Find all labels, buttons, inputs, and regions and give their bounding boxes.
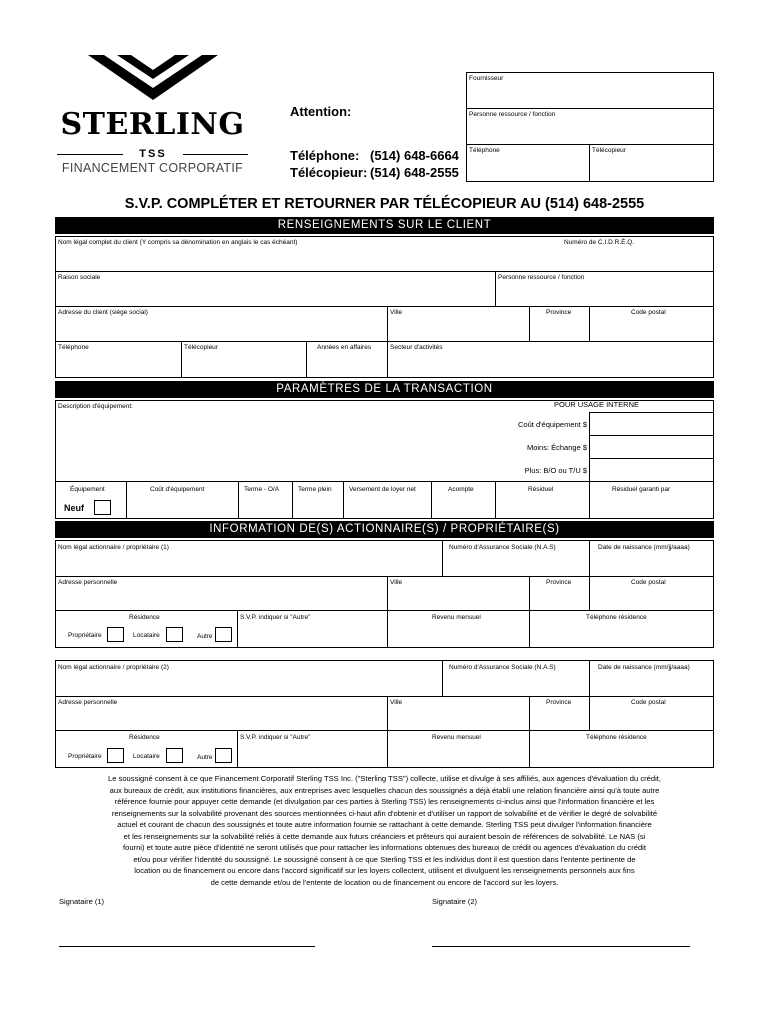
owner2-dob-field[interactable] [589, 660, 714, 697]
equipment-cost-col[interactable] [126, 481, 239, 519]
owner2-city-label: Ville [390, 699, 403, 706]
owner1-residence-label: Résidence [129, 614, 160, 621]
owner2-home-phone-label: Téléphone résidence [586, 734, 647, 741]
business-name-field[interactable] [55, 271, 496, 307]
owner1-owner-checkbox[interactable] [107, 627, 124, 642]
client-address-field[interactable] [55, 306, 388, 342]
owner2-owner-label: Propriétaire [68, 753, 102, 760]
client-city-label: Ville [390, 309, 403, 316]
owner2-name-field[interactable] [55, 660, 443, 697]
owner1-specify-field[interactable] [237, 610, 388, 648]
phone-value: (514) 648-6664 [370, 148, 459, 163]
owner1-specify-label: S.V.P. indiquer si "Autre" [240, 614, 311, 621]
consent-line: aux bureaux de crédit, aux institutions financières, aux entreprises avec lesquelles chacun des soussignés a déjà établi une relation financière ainsi qu'à toute autre [109, 785, 660, 795]
owner2-sin-label: Numéro d'Assurance Sociale (N.A.S) [449, 664, 556, 671]
client-province-field[interactable] [529, 306, 590, 342]
client-sector-label: Secteur d'activités [390, 344, 443, 351]
owner2-province-field[interactable] [529, 696, 590, 731]
owner2-city-field[interactable] [387, 696, 530, 731]
attention-label: Attention: [290, 104, 352, 119]
plus-field[interactable] [589, 458, 714, 482]
client-province-label: Province [546, 309, 572, 316]
owner1-postal-label: Code postal [631, 579, 666, 586]
consent-line: actuel et courant de chacun des soussignés et toute autre information fournie se rattachant à cette demande. Sterling TSS peut divulger l'information financière [117, 820, 652, 829]
equipment-col-label: Équipement [70, 486, 105, 493]
consent-line: fourni) et toute autre pièce d'identité ne seront utilisés que pour rattacher les informations obtenues des bureaux de crédit ou agences d'évaluation du crédit [123, 843, 646, 852]
owner1-sin-label: Numéro d'Assurance Sociale (N.A.S) [449, 544, 556, 551]
owner2-other-label: Autre [197, 754, 213, 761]
client-resource-label: Personne ressource / fonction [498, 274, 585, 281]
client-legal-name-field[interactable] [55, 236, 714, 272]
consent-line: et/ou pour vérifier l'identité du soussigné. Le soussigné consent à ce que Sterling TSS et les individus dont il est question dans l'entente pertinente de [133, 854, 636, 864]
consent-line: renseignements sur la solvabilité provenant des sources mentionnées ci-haut afin d'obtenir et d'utiliser un rapport de solvabilité et de vérifier le degré de solvabilité [111, 808, 658, 818]
owner2-specify-field[interactable] [237, 730, 388, 768]
full-term-col-label: Terme plein [298, 486, 332, 493]
owner1-name-field[interactable] [55, 540, 443, 577]
less-label: Moins: Échange $ [526, 443, 587, 452]
supplier-field[interactable] [466, 72, 714, 109]
owner2-postal-label: Code postal [631, 699, 666, 706]
owner2-owner-checkbox[interactable] [107, 748, 124, 763]
owner1-address-field[interactable] [55, 576, 388, 611]
signatory1-line[interactable] [59, 946, 315, 947]
owner1-other-label: Autre [197, 633, 213, 640]
guaranteed-residual-col[interactable] [589, 481, 714, 519]
cost-label: Coût d'équipement $ [518, 420, 587, 429]
consent-line: et les renseignements sur la solvabilité reliés à cette demande aux futurs créanciers et prêteurs qui auraient besoin de références de solvabilité. Le NAS (si [123, 831, 646, 841]
owner1-postal-field[interactable] [589, 576, 714, 611]
supplier-fax-field[interactable] [589, 144, 714, 182]
deposit-col-label: Acompte [448, 486, 474, 493]
guaranteed-residual-col-label: Résiduel garanti par [612, 486, 671, 493]
owner1-owner-label: Propriétaire [68, 632, 102, 639]
owner2-residence-field [55, 730, 238, 768]
residual-col-label: Résiduel [528, 486, 554, 493]
owner1-income-label: Revenu mensuel [432, 614, 481, 621]
owner2-income-field[interactable] [387, 730, 530, 768]
client-years-field[interactable] [306, 341, 388, 378]
owner1-dob-label: Date de naissance (mm/jj/aaaa) [598, 544, 690, 551]
cidreq-label: Numéro de C.I.D.R.É.Q. [564, 239, 635, 246]
transaction-section-heading: PARAMÈTRES DE LA TRANSACTION [55, 381, 714, 398]
owner2-dob-label: Date de naissance (mm/jj/aaaa) [598, 664, 690, 671]
signatory2-label: Signataire (2) [432, 897, 478, 906]
chevron-logo-icon [55, 52, 250, 102]
logo-sub: TSS [139, 148, 167, 160]
client-years-label: Années en affaires [317, 344, 372, 351]
owner1-tenant-label: Locataire [133, 632, 160, 639]
client-resource-field[interactable] [495, 271, 714, 307]
signatory2-line[interactable] [432, 946, 690, 947]
owner1-other-checkbox[interactable] [215, 627, 232, 642]
client-sector-field[interactable] [387, 341, 714, 378]
client-fax-field[interactable] [181, 341, 307, 378]
client-fax-label: Télécopieur [184, 344, 218, 351]
company-logo [55, 52, 250, 174]
owner2-specify-label: S.V.P. indiquer si "Autre" [240, 734, 311, 741]
equipment-description-label: Description d'équipement: [58, 403, 133, 410]
owner2-name-label: Nom légal actionnaire / propriétaire (2) [58, 664, 169, 671]
owner2-province-label: Province [546, 699, 572, 706]
main-title: S.V.P. COMPLÉTER ET RETOURNER PAR TÉLÉCOPIEUR AU (514) 648-2555 [124, 196, 645, 212]
owner1-address-label: Adresse personnelle [58, 579, 118, 586]
less-field[interactable] [589, 435, 714, 459]
owner1-residence-field [55, 610, 238, 648]
resource-label: Personne ressource / fonction [469, 111, 556, 118]
plus-label: Plus: B/O ou T/U $ [524, 466, 587, 475]
new-checkbox[interactable] [94, 500, 111, 515]
owner1-city-field[interactable] [387, 576, 530, 611]
owner1-dob-field[interactable] [589, 540, 714, 577]
signatory1-label: Signataire (1) [59, 897, 105, 906]
consent-line: Le soussigné consent à ce que Financement Corporatif Sterling TSS Inc. ("Sterling TSS") collecte, utilise et divulge à ses affiliés, aux agences d'évaluation du crédit, [107, 774, 662, 783]
term-oa-col[interactable] [238, 481, 293, 519]
logo-rule-left [57, 154, 123, 155]
owner1-income-field[interactable] [387, 610, 530, 648]
owner2-address-label: Adresse personnelle [58, 699, 118, 706]
equipment-col[interactable] [55, 481, 127, 519]
owner1-sin-field[interactable] [442, 540, 590, 577]
owner2-other-checkbox[interactable] [215, 748, 232, 763]
client-postal-label: Code postal [631, 309, 666, 316]
client-section-heading: RENSEIGNEMENTS SUR LE CLIENT [55, 217, 714, 234]
fax-label: Télécopieur: [290, 165, 368, 180]
logo-brand: STERLING [60, 107, 245, 142]
client-phone-field[interactable] [55, 341, 182, 378]
owner2-postal-field[interactable] [589, 696, 714, 731]
client-phone-label: Téléphone [58, 344, 89, 351]
logo-rule-right [183, 154, 248, 155]
owners-section-heading: INFORMATION DE(S) ACTIONNAIRE(S) / PROPRIÉTAIRE(S) [55, 521, 714, 538]
net-payment-col-label: Versement de loyer net [349, 486, 416, 493]
internal-use-box [494, 400, 713, 409]
consent-line: location ou de financement ou encore dans l'accord significatif sur les loyers collectent, utilisent et divulguent les renseignements personnels aux fins [134, 866, 635, 875]
resource-field[interactable] [466, 108, 714, 145]
owner2-tenant-label: Locataire [133, 753, 160, 760]
cost-field[interactable] [589, 412, 714, 436]
client-city-field[interactable] [387, 306, 530, 342]
phone-label: Téléphone: [290, 148, 360, 163]
owner1-tenant-checkbox[interactable] [166, 627, 183, 642]
term-oa-col-label: Terme - O/A [244, 486, 280, 493]
owner1-home-phone-field[interactable] [529, 610, 714, 648]
equipment-cost-col-label: Coût d'équipement [150, 486, 205, 493]
owner2-residence-label: Résidence [129, 734, 160, 741]
new-label: Neuf [64, 503, 84, 513]
consent-line: de cette demande et/ou de l'entente de location ou de financement ou encore de l'accord sur les loyers. [210, 877, 559, 887]
full-term-col[interactable] [292, 481, 344, 519]
owner1-city-label: Ville [390, 579, 403, 586]
owner1-home-phone-label: Téléphone résidence [586, 614, 647, 621]
owner2-income-label: Revenu mensuel [432, 734, 481, 741]
owner1-name-label: Nom légal actionnaire / propriétaire (1) [58, 544, 169, 551]
business-name-label: Raison sociale [58, 274, 101, 281]
net-payment-col[interactable] [343, 481, 432, 519]
supplier-label: Fournisseur [469, 75, 504, 82]
consent-line: référence fournie pour appuyer cette demande (et divulgation par ces parties à Sterling TSS) les renseignements ci-inclus ainsi que l'information financière et les [114, 797, 655, 806]
fax-value: (514) 648-2555 [370, 165, 459, 180]
supplier-fax-label: Télécopieur [592, 147, 626, 154]
internal-use-label: POUR USAGE INTERNE [554, 400, 640, 409]
client-postal-field[interactable] [589, 306, 714, 342]
residual-col[interactable] [495, 481, 590, 519]
consent-paragraph [55, 773, 714, 888]
owner2-sin-field[interactable] [442, 660, 590, 697]
owner1-province-field[interactable] [529, 576, 590, 611]
owner2-address-field[interactable] [55, 696, 388, 731]
logo-tagline: FINANCEMENT CORPORATIF [61, 161, 244, 175]
owner2-home-phone-field[interactable] [529, 730, 714, 768]
supplier-phone-label: Téléphone [469, 147, 500, 154]
owner1-province-label: Province [546, 579, 572, 586]
client-legal-name-label: Nom légal complet du client (Y compris sa dénomination en anglais le cas échéant) [58, 239, 298, 246]
supplier-phone-field[interactable] [466, 144, 590, 182]
client-address-label: Adresse du client (siège social) [58, 309, 148, 316]
deposit-col[interactable] [431, 481, 496, 519]
owner2-tenant-checkbox[interactable] [166, 748, 183, 763]
